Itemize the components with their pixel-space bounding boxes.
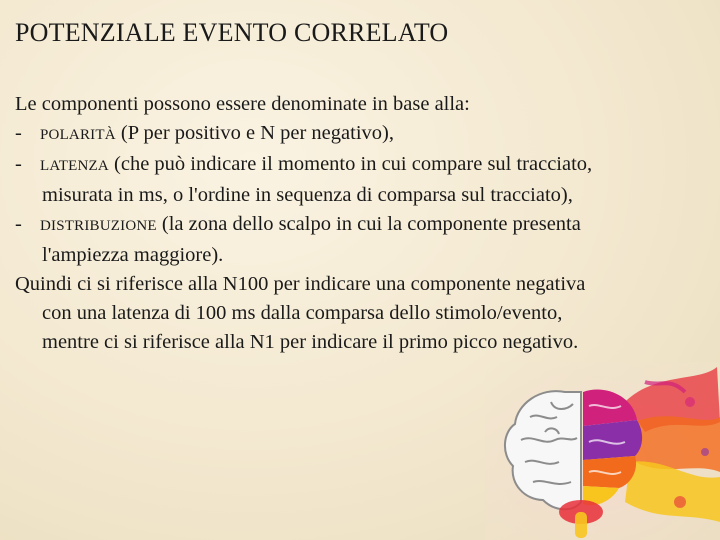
bullet-text: (P per positivo e N per negativo),	[115, 122, 394, 144]
slide-title: POTENZIALE EVENTO CORRELATO	[15, 18, 449, 47]
bullet-latenza	[15, 150, 705, 181]
bullet-dash: -	[15, 122, 22, 144]
bullet-distribuzione	[15, 210, 705, 241]
bullet-text: (la zona dello scalpo in cui la componente presenta	[156, 213, 581, 235]
brain-illustration	[485, 362, 720, 540]
slide-body	[15, 90, 705, 357]
bullet-term: DISTRIBUZIONE	[40, 218, 157, 234]
conclusion-line-1: Quindi ci si riferisce alla N100 per indicare una componente negativa	[15, 273, 586, 295]
bullet-text: (che può indicare il momento in cui compare sul tracciato,	[108, 153, 593, 175]
bullet-distribuzione-continuation: l'ampiezza maggiore).	[42, 244, 224, 266]
bullet-polarita	[15, 119, 705, 150]
intro-line: Le componenti possono essere denominate in base alla:	[15, 93, 470, 115]
bullet-term: POLARITÀ	[40, 127, 116, 143]
bullet-latenza-continuation: misurata in ms, o l'ordine in sequenza di comparsa sul tracciato),	[42, 184, 573, 206]
bullet-dash: -	[15, 153, 22, 175]
conclusion-line-3: mentre ci si riferisce alla N1 per indicare il primo picco negativo.	[42, 331, 579, 353]
bullet-dash: -	[15, 213, 22, 235]
bullet-term: LATENZA	[40, 158, 109, 174]
conclusion-line-2: con una latenza di 100 ms dalla comparsa dello stimolo/evento,	[42, 302, 563, 324]
